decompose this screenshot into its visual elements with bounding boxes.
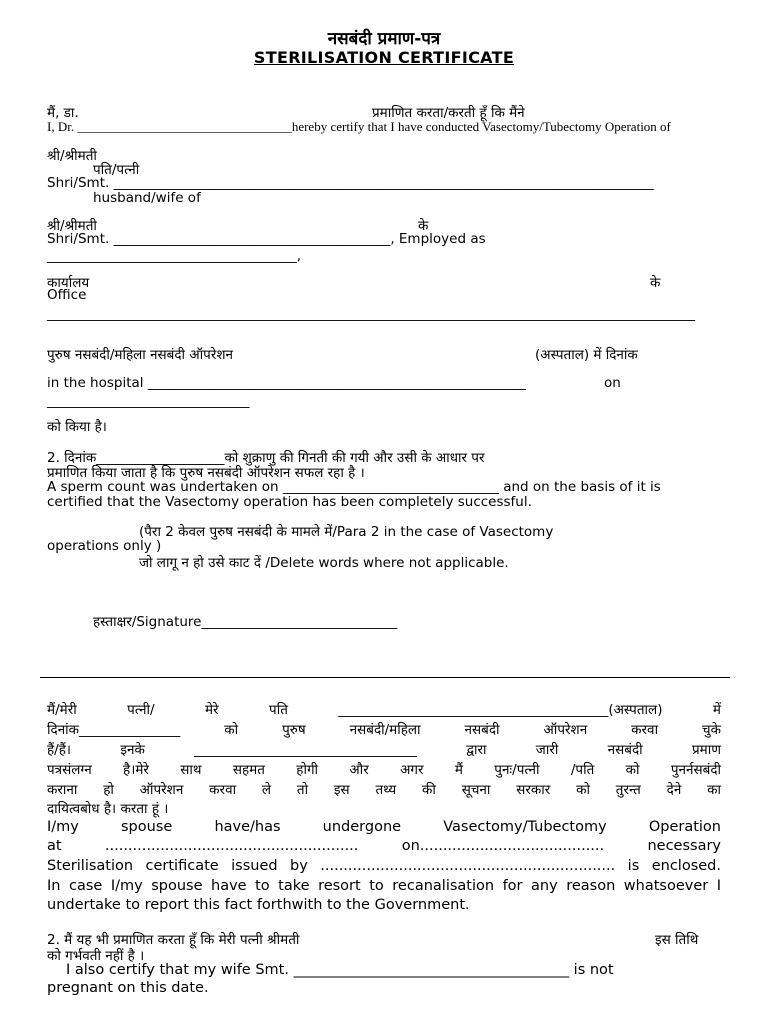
wife-hindi-1: 2. मैं यह भी प्रमाणित करता हूँ कि मेरी पत्नी श्रीमती — [47, 932, 300, 948]
operation-hindi: पुरुष नसबंदी/महिला नसबंदी ऑपरेशन — [47, 347, 234, 363]
title-english: STERILISATION CERTIFICATE — [253, 48, 515, 67]
delete-words-note: जो लागू न हो उसे काट दें /Delete words where not applicable. — [139, 555, 509, 571]
sperm-count-english-2: certified that the Vasectomy operation has been completely successful. — [47, 494, 532, 510]
para1-hindi-prefix: मैं, डा. — [47, 105, 79, 121]
employed-as-field: _____________________________________, — [47, 248, 302, 264]
wife-hindi-2: को गर्भवती नहीं है । — [47, 948, 145, 964]
sperm-count-english-1: A sperm count was undertaken on ________________________________ and on the basis of it is — [47, 479, 661, 495]
spouse-name-field: Shri/Smt. _________________________________________, Employed as — [47, 231, 486, 247]
hindi-ke-2: के — [650, 275, 661, 291]
shri-smt-hindi: श्री/श्रीमती — [47, 148, 97, 164]
husband-wife-label: husband/wife of — [93, 190, 201, 206]
declaration-english-4: In case I/my spouse have to take resort to recanalisation for any reason whatsoever I — [47, 878, 721, 894]
hospital-field: in the hospital ________________________________________________________ — [47, 375, 526, 391]
declaration-english-3: Sterilisation certificate issued by ................................................................ is enclosed. — [47, 858, 721, 874]
declaration-hindi-1: मैं/मेरी पत्नी/ मेरे पति ________________________________________(अस्पताल) में — [47, 702, 721, 718]
office-label: Office — [47, 287, 87, 303]
declaration-hindi-5: कराना हो ऑपरेशन करवा ले तो इस तथ्य की सूचना सरकार को तुरन्त देने का — [47, 782, 721, 798]
husband-wife-hindi: पति/पत्नी — [93, 162, 140, 178]
sperm-count-hindi-2: प्रमाणित किया जाता है कि पुरुष नसबंदी ऑपरेशन सफल रहा है । — [47, 465, 365, 481]
title-hindi: नसबंदी प्रमाण-पत्र — [327, 29, 441, 49]
date-field: ______________________________ — [47, 393, 250, 409]
shri-smt-name-field: Shri/Smt. ________________________________________________________________________________ — [47, 175, 654, 191]
office-field: ________________________________________________________________________________________________ — [47, 306, 695, 322]
wife-english-2: pregnant on this date. — [47, 980, 209, 996]
on-label: on — [604, 375, 621, 391]
declaration-english-1: I/my spouse have/has undergone Vasectomy/Tubectomy Operation — [47, 819, 721, 835]
declaration-hindi-2: दिनांक_______________ को पुरुष नसबंदी/महिला नसबंदी ऑपरेशन करवा चुके — [47, 722, 721, 738]
para2-note-cont: operations only ) — [47, 538, 162, 554]
para2-note: (पैरा 2 केवल पुरुष नसबंदी के मामले में/Para 2 in the case of Vasectomy — [139, 524, 554, 540]
declaration-english-2: at ....................................................... on........................................ necessary — [47, 838, 721, 854]
signature-line: हस्ताक्षर/Signature_____________________________ — [93, 614, 398, 630]
done-hindi: को किया है। — [47, 419, 107, 435]
declaration-hindi-3: हैं/हैं। इनके _________________________________ द्वारा जारी नसबंदी प्रमाण — [47, 742, 721, 758]
declaration-hindi-4: पत्रसंलग्न है।मेरे साथ सहमत होगी और अगर मैं पुनः/पत्नी /पति को पुनर्नसबंदी — [47, 762, 721, 778]
hindi-ke: के — [418, 218, 429, 234]
wife-hindi-right: इस तिथि — [655, 932, 699, 948]
section-divider — [40, 677, 730, 678]
wife-english-1: I also certify that my wife Smt. ______________________________________ is not — [66, 962, 614, 978]
declaration-hindi-6: दायित्वबोध है। करता हूं । — [47, 801, 169, 817]
sperm-count-hindi-1: 2. दिनांक___________________को शुक्राणु की गिनती की गयी और उसी के आधार पर — [47, 450, 485, 466]
shri-smt-hindi-2: श्री/श्रीमती — [47, 218, 97, 234]
office-hindi: कार्यालय — [47, 275, 90, 291]
hospital-hindi: (अस्पताल) में दिनांक — [535, 347, 638, 363]
para1-hindi-suffix: प्रमाणित करता/करती हूँ कि मैंने — [372, 105, 525, 121]
para1-english-line: I, Dr. _________________________________hereby certify that I have conducted Vasectomy/Tubectomy Operation of — [47, 119, 671, 134]
declaration-english-5: undertake to report this fact forthwith to the Government. — [47, 897, 470, 913]
